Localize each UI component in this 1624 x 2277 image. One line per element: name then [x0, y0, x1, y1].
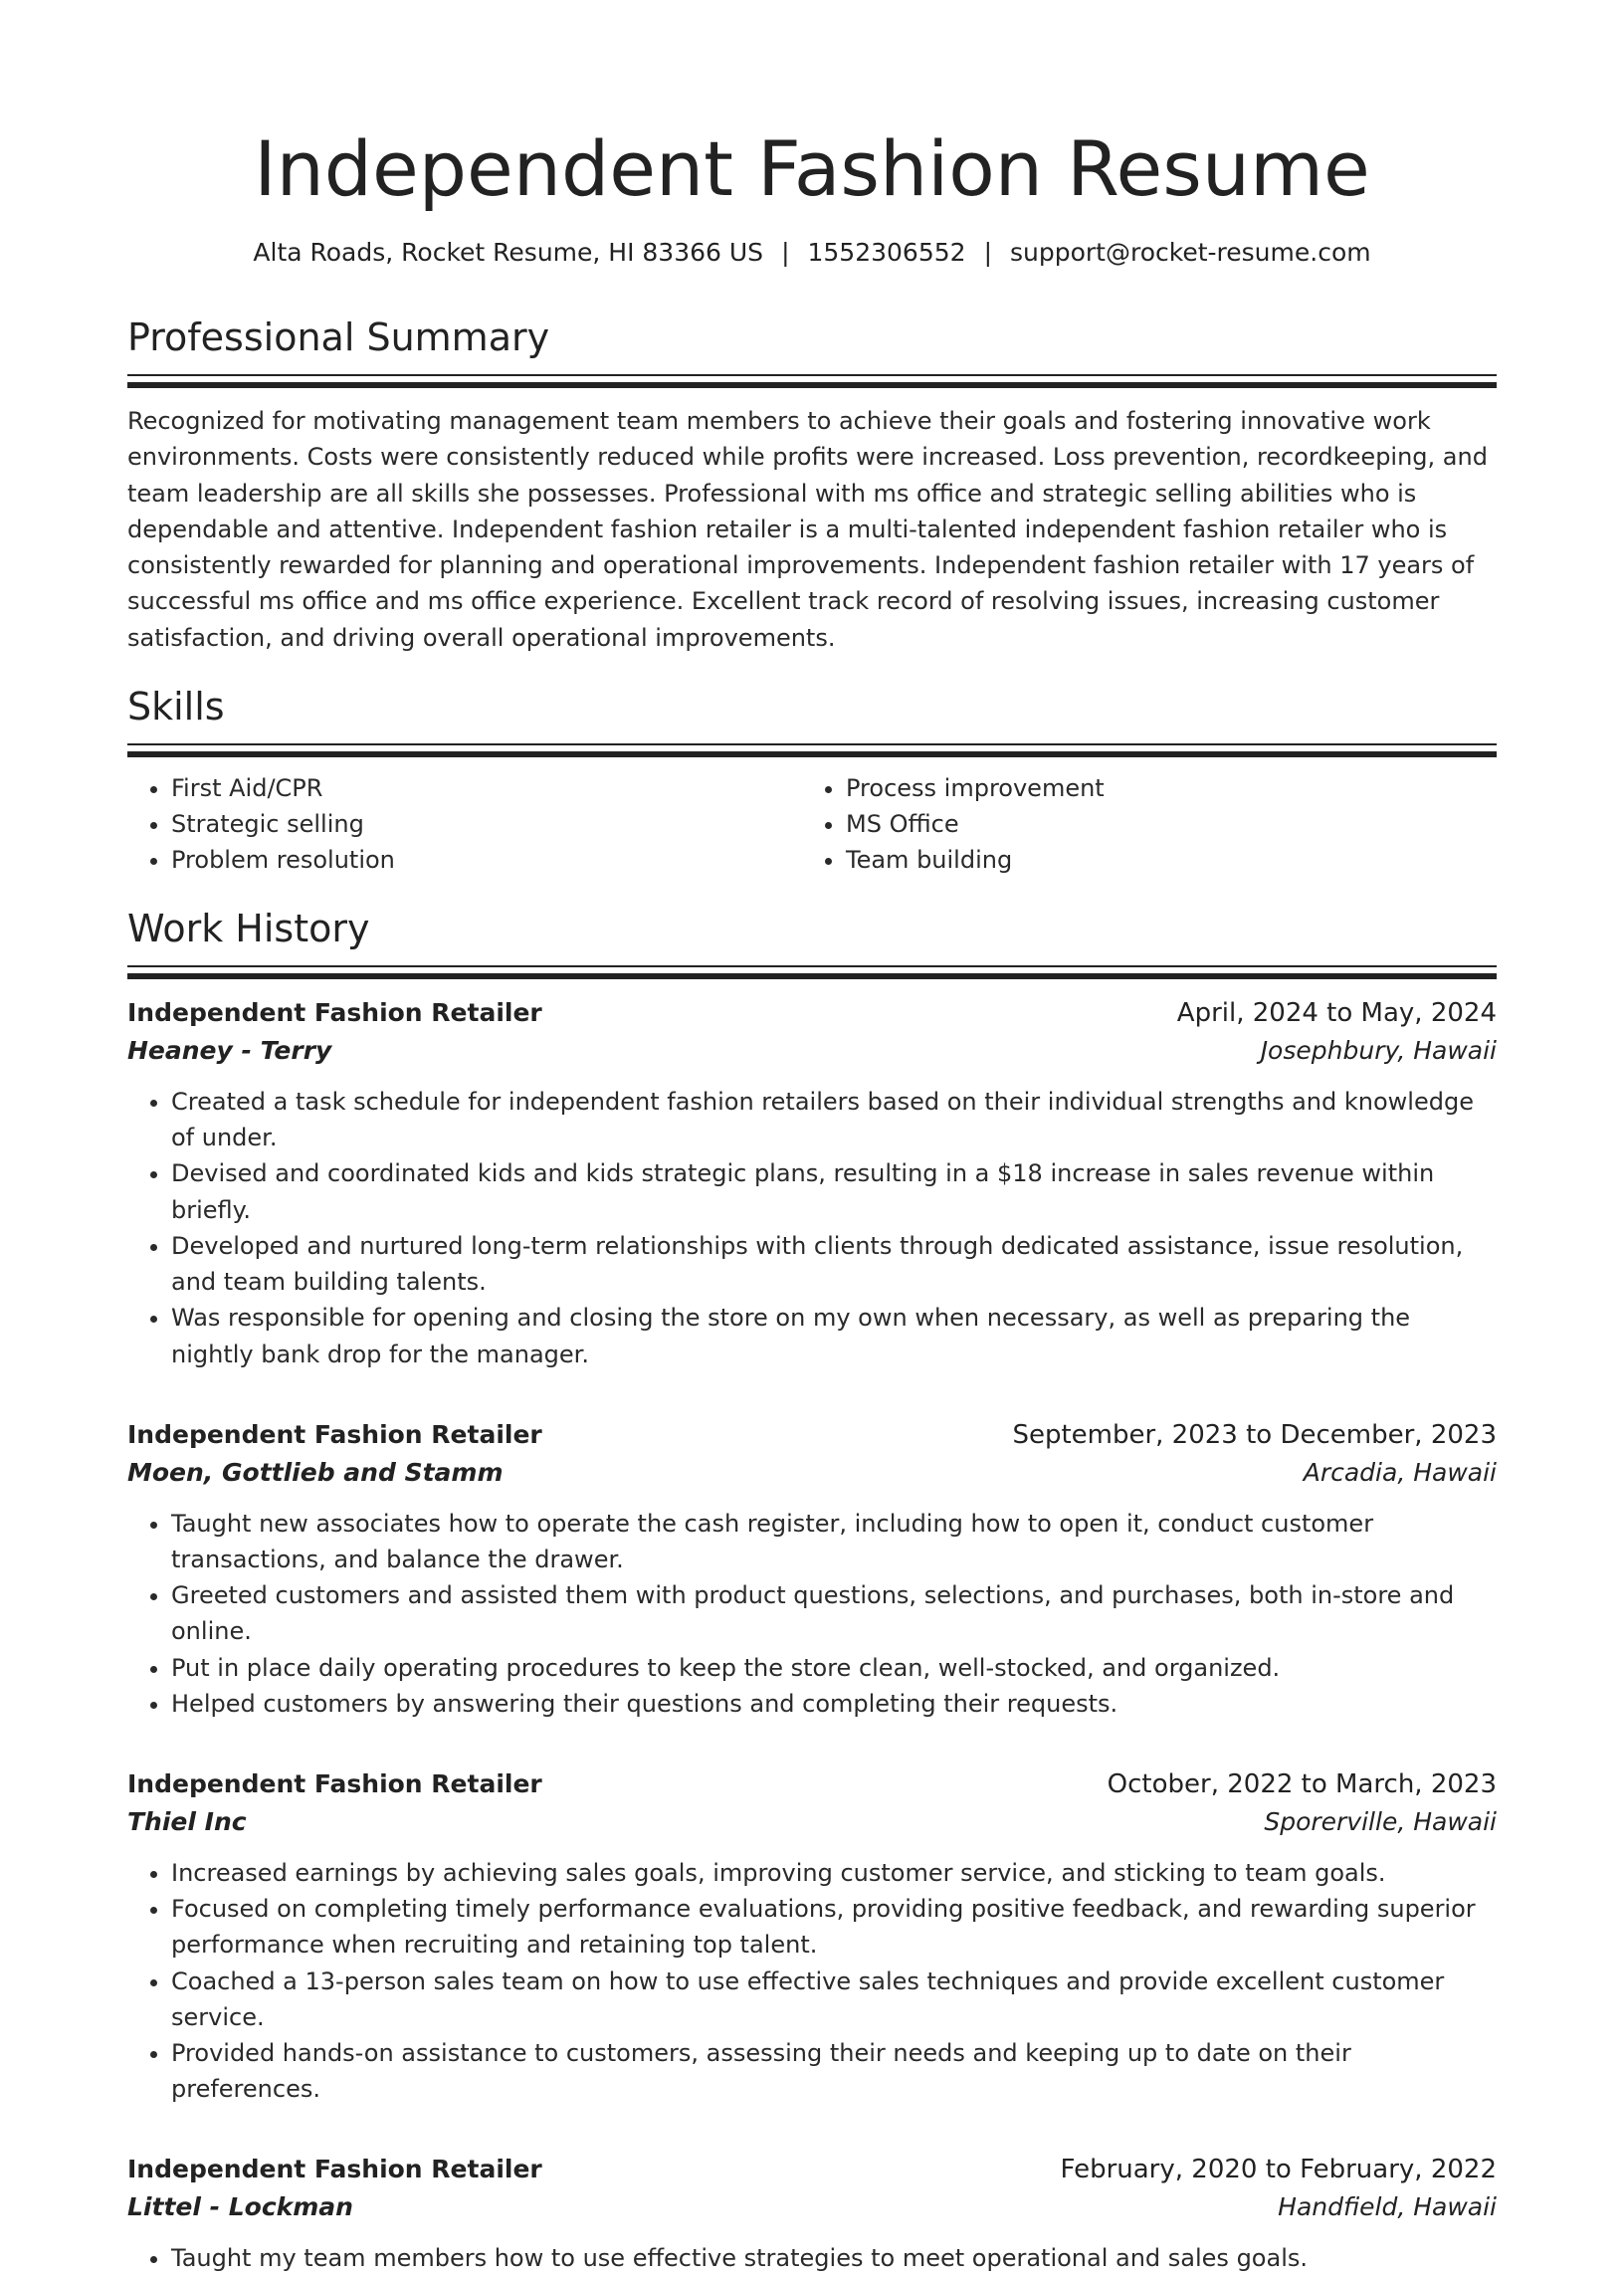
job-bullets	[127, 1506, 1497, 1722]
work-history-section	[127, 904, 1497, 2276]
section-divider	[127, 743, 1497, 756]
section-divider	[127, 374, 1497, 387]
summary-text: Recognized for motivating management team members to achieve their goals and fostering innovative work environments. Costs were consistently reduced while profits were increased. Loss prevention, recordkeeping, and team leadership are all skills she possesses. Professional with ms office and strategic selling abilities who is dependable and attentive. Independent fashion retailer is a multi-talented independent fashion retailer who is consistently rewarded for planning and operational improvements. Independent fashion retailer with 17 years of successful ms office and ms office experience. Excellent track record of resolving issues, increasing customer satisfaction, and driving overall operational improvements.	[127, 407, 1488, 652]
job-bullets	[127, 1084, 1497, 1372]
job-entry	[127, 994, 1497, 1372]
skills-column-right	[802, 770, 1477, 878]
job-company-row	[127, 1032, 1497, 1070]
job-location: Handfield, Hawaii	[1278, 2192, 1497, 2222]
job-header-row	[127, 994, 1497, 1032]
skills-section	[127, 682, 1497, 878]
job-bullets	[127, 1855, 1497, 2107]
skills-list	[127, 770, 1497, 878]
job-header-row	[127, 1765, 1497, 1803]
job-bullet: • Increased earnings by achieving sales goals, improving customer service, and sticking to team goals.	[171, 1855, 1497, 1891]
job-company: Moen, Gottlieb and Stamm	[127, 1457, 504, 1487]
job-title: Independent Fashion Retailer	[127, 1768, 542, 1798]
job-bullet: • Developed and nurtured long-term relationships with clients through dedicated assistance, issue resolution, and team building talents.	[171, 1228, 1497, 1300]
skills-column-left	[127, 770, 802, 878]
job-entry	[127, 1765, 1497, 2107]
job-bullet: • Taught my team members how to use effective strategies to meet operational and sales goals.	[171, 2240, 1497, 2276]
skill-item: • First Aid/CPR	[171, 770, 802, 806]
job-bullet: • Greeted customers and assisted them with product questions, selections, and purchases, both in-store and online.	[171, 1577, 1497, 1649]
professional-summary-section	[127, 312, 1497, 656]
contact-separator: |	[781, 238, 790, 267]
resume-title: Independent Fashion Resume	[254, 124, 1370, 213]
job-bullet: • Devised and coordinated kids and kids strategic plans, resulting in a $18 increase in sales revenue within briefly.	[171, 1155, 1497, 1227]
contact-line	[127, 235, 1497, 271]
job-location: Josephbury, Hawaii	[1260, 1036, 1497, 1066]
section-heading-summary: Professional Summary	[127, 315, 550, 359]
contact-separator: |	[983, 238, 992, 267]
skill-item: • Process improvement	[846, 770, 1477, 806]
job-company: Littel - Lockman	[127, 2192, 353, 2222]
job-entry	[127, 2151, 1497, 2276]
job-location: Arcadia, Hawaii	[1303, 1457, 1497, 1487]
job-company: Heaney - Terry	[127, 1036, 332, 1066]
job-header-row	[127, 2151, 1497, 2188]
job-bullet: • Taught new associates how to operate the cash register, including how to open it, conduct customer transactions, and balance the drawer.	[171, 1506, 1497, 1577]
job-header-row	[127, 1416, 1497, 1454]
contact-email: support@rocket-resume.com	[1010, 238, 1371, 267]
job-title: Independent Fashion Retailer	[127, 2155, 542, 2184]
job-bullet: • Put in place daily operating procedures to keep the store clean, well-stocked, and organized.	[171, 1650, 1497, 1686]
skill-item: • MS Office	[846, 806, 1477, 842]
job-dates: April, 2024 to May, 2024	[1176, 998, 1497, 1029]
job-dates: February, 2020 to February, 2022	[1060, 2155, 1497, 2185]
contact-address: Alta Roads, Rocket Resume, HI 83366 US	[253, 238, 764, 267]
job-title: Independent Fashion Retailer	[127, 998, 542, 1028]
job-company-row	[127, 1803, 1497, 1841]
job-entry	[127, 1416, 1497, 1722]
contact-phone: 1552306552	[807, 238, 966, 267]
job-company-row	[127, 2188, 1497, 2226]
job-bullet: • Created a task schedule for independent fashion retailers based on their individual strengths and knowledge of under.	[171, 1084, 1497, 1155]
job-title: Independent Fashion Retailer	[127, 1419, 542, 1449]
job-dates: September, 2023 to December, 2023	[1012, 1419, 1497, 1450]
job-dates: October, 2022 to March, 2023	[1107, 1768, 1497, 1799]
job-bullet: • Provided hands-on assistance to customers, assessing their needs and keeping up to date on their preferences.	[171, 2035, 1497, 2107]
job-company-row	[127, 1454, 1497, 1492]
job-bullet: • Helped customers by answering their questions and completing their requests.	[171, 1686, 1497, 1722]
section-heading-work-history: Work History	[127, 907, 370, 951]
job-company: Thiel Inc	[127, 1806, 247, 1836]
skill-item: • Strategic selling	[171, 806, 802, 842]
resume-page	[127, 0, 1497, 2277]
job-location: Sporerville, Hawaii	[1264, 1806, 1497, 1836]
job-bullet: • Focused on completing timely performance evaluations, providing positive feedback, and rewarding superior performance when recruiting and retaining top talent.	[171, 1891, 1497, 1963]
job-bullet: • Was responsible for opening and closing the store on my own when necessary, as well as preparing the nightly bank drop for the manager.	[171, 1300, 1497, 1371]
job-bullet: • Coached a 13-person sales team on how to use effective sales techniques and provide excellent customer service.	[171, 1964, 1497, 2035]
skill-item: • Problem resolution	[171, 842, 802, 878]
job-bullets	[127, 2240, 1497, 2276]
skill-item: • Team building	[846, 842, 1477, 878]
section-heading-skills: Skills	[127, 685, 225, 729]
section-divider	[127, 965, 1497, 978]
